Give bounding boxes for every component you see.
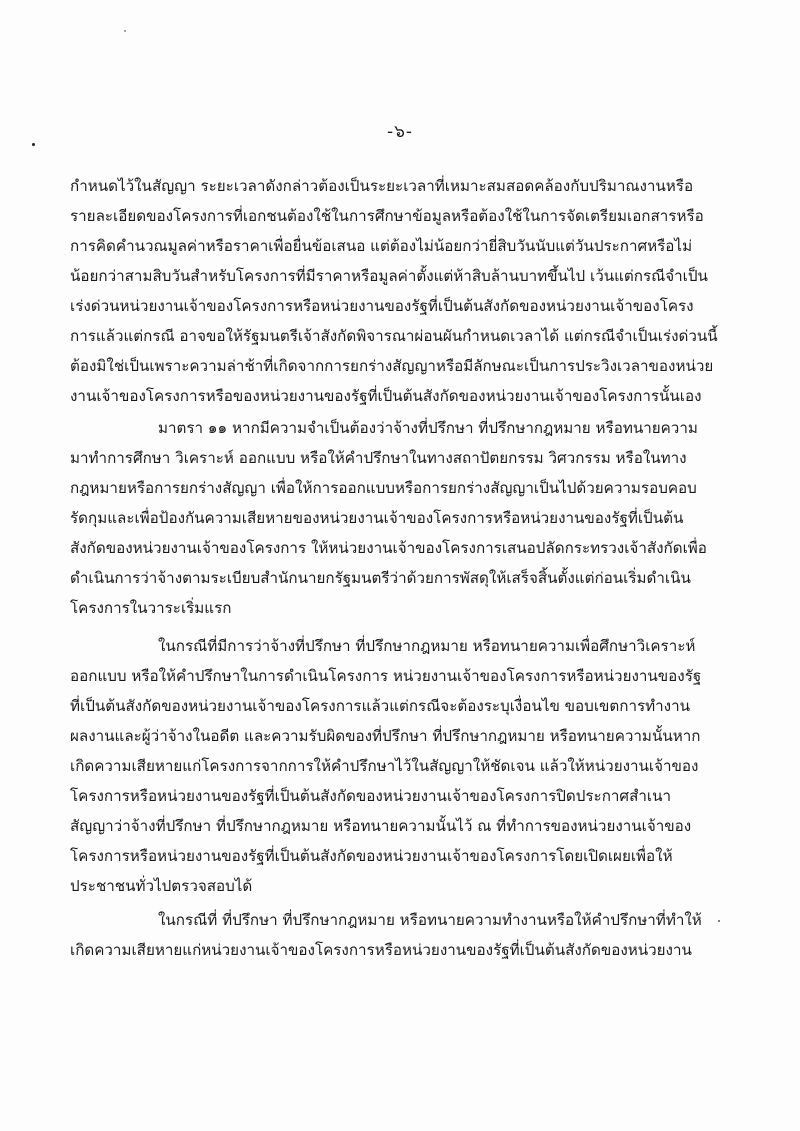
text-line: โครงการหรือหน่วยงานของรัฐที่เป็นต้นสังกัดของหน่วยงานเจ้าของโครงการโดยเปิดเผยเพื่อให้ [70, 847, 673, 865]
text-line: เกิดความเสียหายแก่โครงการจากการให้คำปรึกษาไว้ในสัญญาให้ชัดเจน แล้วให้หน่วยงานเจ้าของ [70, 757, 699, 775]
text-line: โครงการในวาระเริ่มแรก [70, 599, 232, 617]
text-line: โครงการหรือหน่วยงานของรัฐที่เป็นต้นสังกัดของหน่วยงานเจ้าของโครงการปิดประกาศสำเนา [70, 787, 671, 805]
scan-speck [32, 143, 35, 146]
text-line: สัญญาว่าจ้างที่ปรึกษา ที่ปรึกษากฎหมาย หรือทนายความนั้นไว้ ณ ที่ทำการของหน่วยงานเจ้าของ [70, 817, 692, 835]
text-line: รายละเอียดของโครงการที่เอกชนต้องใช้ในการศึกษาข้อมูลหรือต้องใช้ในการจัดเตรียมเอกสารหรือ [70, 207, 704, 225]
text-line: ผลงานและผู้ว่าจ้างในอดีต และความรับผิดของที่ปรึกษา ที่ปรึกษากฎหมาย หรือทนายความนั้นหาก [70, 727, 701, 745]
text-line: ออกแบบ หรือให้คำปรึกษาในการดำเนินโครงการ หน่วยงานเจ้าของโครงการหรือหน่วยงานของรัฐ [70, 667, 702, 685]
page-number: -๖- [386, 122, 414, 142]
text-line: งานเจ้าของโครงการหรือของหน่วยงานของรัฐที่เป็นต้นสังกัดของหน่วยงานเจ้าของโครงการนั้นเอง [70, 387, 702, 405]
text-line: กฎหมายหรือการยกร่างสัญญา เพื่อให้การออกแบบหรือการยกร่างสัญญาเป็นไปด้วยความรอบคอบ [70, 479, 697, 497]
text-line: ที่เป็นต้นสังกัดของหน่วยงานเจ้าของโครงการแล้วแต่กรณีจะต้องระบุเงื่อนไข ขอบเขตการทำงาน [70, 697, 691, 715]
text-line: ต้องมิใช่เป็นเพราะความล่าช้าที่เกิดจากการยกร่างสัญญาหรือมีลักษณะเป็นการประวิงเวลาของหน่วย [70, 357, 714, 375]
text-line: เร่งด่วนหน่วยงานเจ้าของโครงการหรือหน่วยงานของรัฐที่เป็นต้นสังกัดของหน่วยงานเจ้าของโครง [70, 297, 694, 315]
text-line: กำหนดไว้ในสัญญา ระยะเวลาดังกล่าวต้องเป็นระยะเวลาที่เหมาะสมสอดคล้องกับปริมาณงานหรือ [70, 177, 694, 195]
text-line: มาตรา ๑๑ หากมีความจำเป็นต้องว่าจ้างที่ปรึกษา ที่ปรึกษากฎหมาย หรือทนายความ [158, 419, 698, 437]
text-line: การคิดคำนวณมูลค่าหรือราคาเพื่อยื่นข้อเสนอ แต่ต้องไม่น้อยกว่ายี่สิบวันนับแต่วันประกาศหรือไม่ [70, 237, 693, 255]
text-line: ในกรณีที่มีการว่าจ้างที่ปรึกษา ที่ปรึกษากฎหมาย หรือทนายความเพื่อศึกษาวิเคราะห์ [158, 637, 696, 655]
text-line: เกิดความเสียหายแก่หน่วยงานเจ้าของโครงการหรือหน่วยงานของรัฐที่เป็นต้นสังกัดของหน่วยงาน [70, 941, 692, 959]
text-line: รัดกุมและเพื่อป้องกันความเสียหายของหน่วยงานเจ้าของโครงการหรือหน่วยงานของรัฐที่เป็นต้น [70, 509, 684, 527]
text-line: ในกรณีที่ ที่ปรึกษา ที่ปรึกษากฎหมาย หรือทนายความทำงานหรือให้คำปรึกษาที่ทำให้ [158, 911, 702, 929]
text-line: มาทำการศึกษา วิเคราะห์ ออกแบบ หรือให้คำปรึกษาในทางสถาปัตยกรรม วิศวกรรม หรือในทาง [70, 449, 687, 467]
text-line: การแล้วแต่กรณี อาจขอให้รัฐมนตรีเจ้าสังกัดพิจารณาผ่อนผันกำหนดเวลาได้ แต่กรณีจำเป็นเร่งด่วนนี้ [70, 327, 718, 345]
text-line: ดำเนินการว่าจ้างตามระเบียบสำนักนายกรัฐมนตรีว่าด้วยการพัสดุให้เสร็จสิ้นตั้งแต่ก่อนเริ่มดำเนิน [70, 569, 691, 587]
scan-speck [124, 30, 126, 32]
text-line: น้อยกว่าสามสิบวันสำหรับโครงการที่มีราคาหรือมูลค่าตั้งแต่ห้าสิบล้านบาทขึ้นไป เว้นแต่กรณีจำเป็น [70, 267, 708, 285]
scan-speck [718, 920, 720, 922]
text-line: สังกัดของหน่วยงานเจ้าของโครงการ ให้หน่วยงานเจ้าของโครงการเสนอปลัดกระทรวงเจ้าสังกัดเพื่อ [70, 539, 707, 557]
text-line: ประชาชนทั่วไปตรวจสอบได้ [70, 877, 253, 895]
